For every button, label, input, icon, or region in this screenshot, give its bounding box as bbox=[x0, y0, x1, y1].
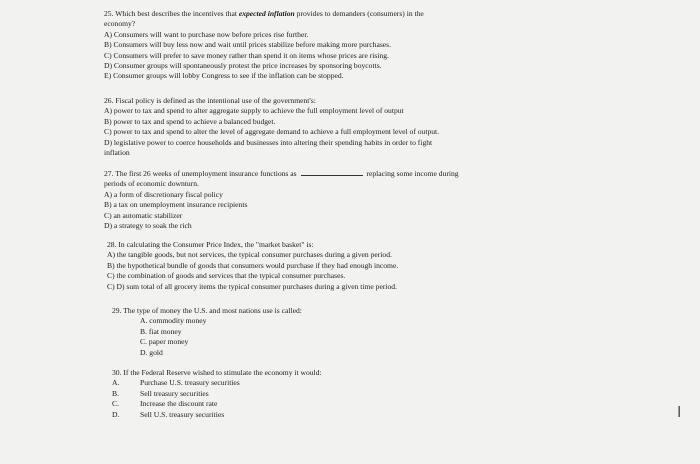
q26-option-a: A) power to tax and spend to alter aggregate supply to achieve the full employment level of output bbox=[104, 106, 404, 116]
q28-option-b: B) the hypothetical bundle of goods that consumers would purchase if they had enough income. bbox=[107, 260, 399, 270]
question-25 bbox=[104, 9, 424, 82]
q28-option-d: C) D) sum total of all grocery items the typical consumer purchases during a given time period. bbox=[107, 281, 397, 291]
q26-option-d-cont: inflation bbox=[104, 148, 130, 158]
q28-option-c: C) the combination of goods and services that the typical consumer purchases. bbox=[107, 271, 346, 281]
question-27 bbox=[104, 168, 459, 231]
question-28 bbox=[107, 240, 398, 292]
q25-stem-b: provides to demanders (consumers) in the bbox=[296, 9, 424, 18]
q25-option-a: A) Consumers will want to purchase now before prices rise further. bbox=[104, 29, 309, 39]
q30-option-d: D. Sell U.S. treasury securities bbox=[112, 409, 225, 419]
q27-option-d: D) a strategy to soak the rich bbox=[104, 221, 192, 231]
q29-option-a: A. commodity money bbox=[140, 316, 207, 326]
q28-stem: 28. In calculating the Consumer Price Index, the "market basket" is: bbox=[107, 240, 314, 249]
q30-stem: 30. If the Federal Reserve wished to stimulate the economy it would: bbox=[112, 368, 322, 377]
q26-stem: 26. Fiscal policy is defined as the intentional use of the government's: bbox=[104, 96, 316, 105]
q30-option-a: A. Purchase U.S. treasury securities bbox=[112, 378, 240, 388]
q25-option-c: C) Consumers will prefer to save money rather than spend it on items whose prices are rising. bbox=[104, 50, 389, 60]
q27-stem-a: 27. The first 26 weeks of unemployment insurance functions as bbox=[104, 169, 297, 178]
q25-option-e: E) Consumer groups will lobby Congress to see if the inflation can be stopped. bbox=[104, 71, 344, 81]
q29-option-c: C. paper money bbox=[140, 337, 189, 347]
question-30 bbox=[112, 368, 322, 420]
q27-option-a: A) a form of discretionary fiscal policy bbox=[104, 189, 223, 199]
q26-option-c: C) power to tax and spend to alter the level of aggregate demand to achieve a full employment level of output. bbox=[104, 127, 440, 137]
q29-option-d: D. gold bbox=[140, 347, 163, 357]
q25-stem-a: 25. Which best describes the incentives that bbox=[104, 9, 237, 18]
question-29 bbox=[112, 306, 302, 358]
q30-option-b: B. Sell treasury securities bbox=[112, 388, 209, 398]
q27-stem-c: periods of economic downturn. bbox=[104, 179, 199, 189]
q25-option-b: B) Consumers will buy less now and wait until prices stabilize before making more purchases. bbox=[104, 40, 392, 50]
q25-stem-emphasis: expected inflation bbox=[238, 9, 295, 18]
q26-option-d: D) legislative power to coerce households and businesses into altering their spending habits in order to fight bbox=[104, 137, 433, 147]
answer-blank bbox=[301, 168, 363, 176]
text-cursor-icon: I bbox=[677, 403, 682, 421]
question-26 bbox=[104, 96, 439, 158]
q27-option-c: C) an automatic stabilizer bbox=[104, 210, 183, 220]
q29-stem: 29. The type of money the U.S. and most nations use is called: bbox=[112, 306, 302, 315]
q29-option-b: B. fiat money bbox=[140, 326, 182, 336]
q25-stem-c: economy? bbox=[104, 19, 136, 29]
q25-option-d: D) Consumer groups will spontaneously protest the price increases by sponsoring boycotts. bbox=[104, 61, 382, 71]
q26-option-b: B) power to tax and spend to achieve a balanced budget. bbox=[104, 116, 276, 126]
q28-option-a: A) the tangible goods, but not services, the typical consumer purchases during a given period. bbox=[107, 250, 392, 260]
q27-option-b: B) a tax on unemployment insurance recipients bbox=[104, 200, 248, 210]
q30-option-c: C. Increase the discount rate bbox=[112, 399, 218, 409]
q27-stem-b: replacing some income during bbox=[366, 169, 459, 178]
